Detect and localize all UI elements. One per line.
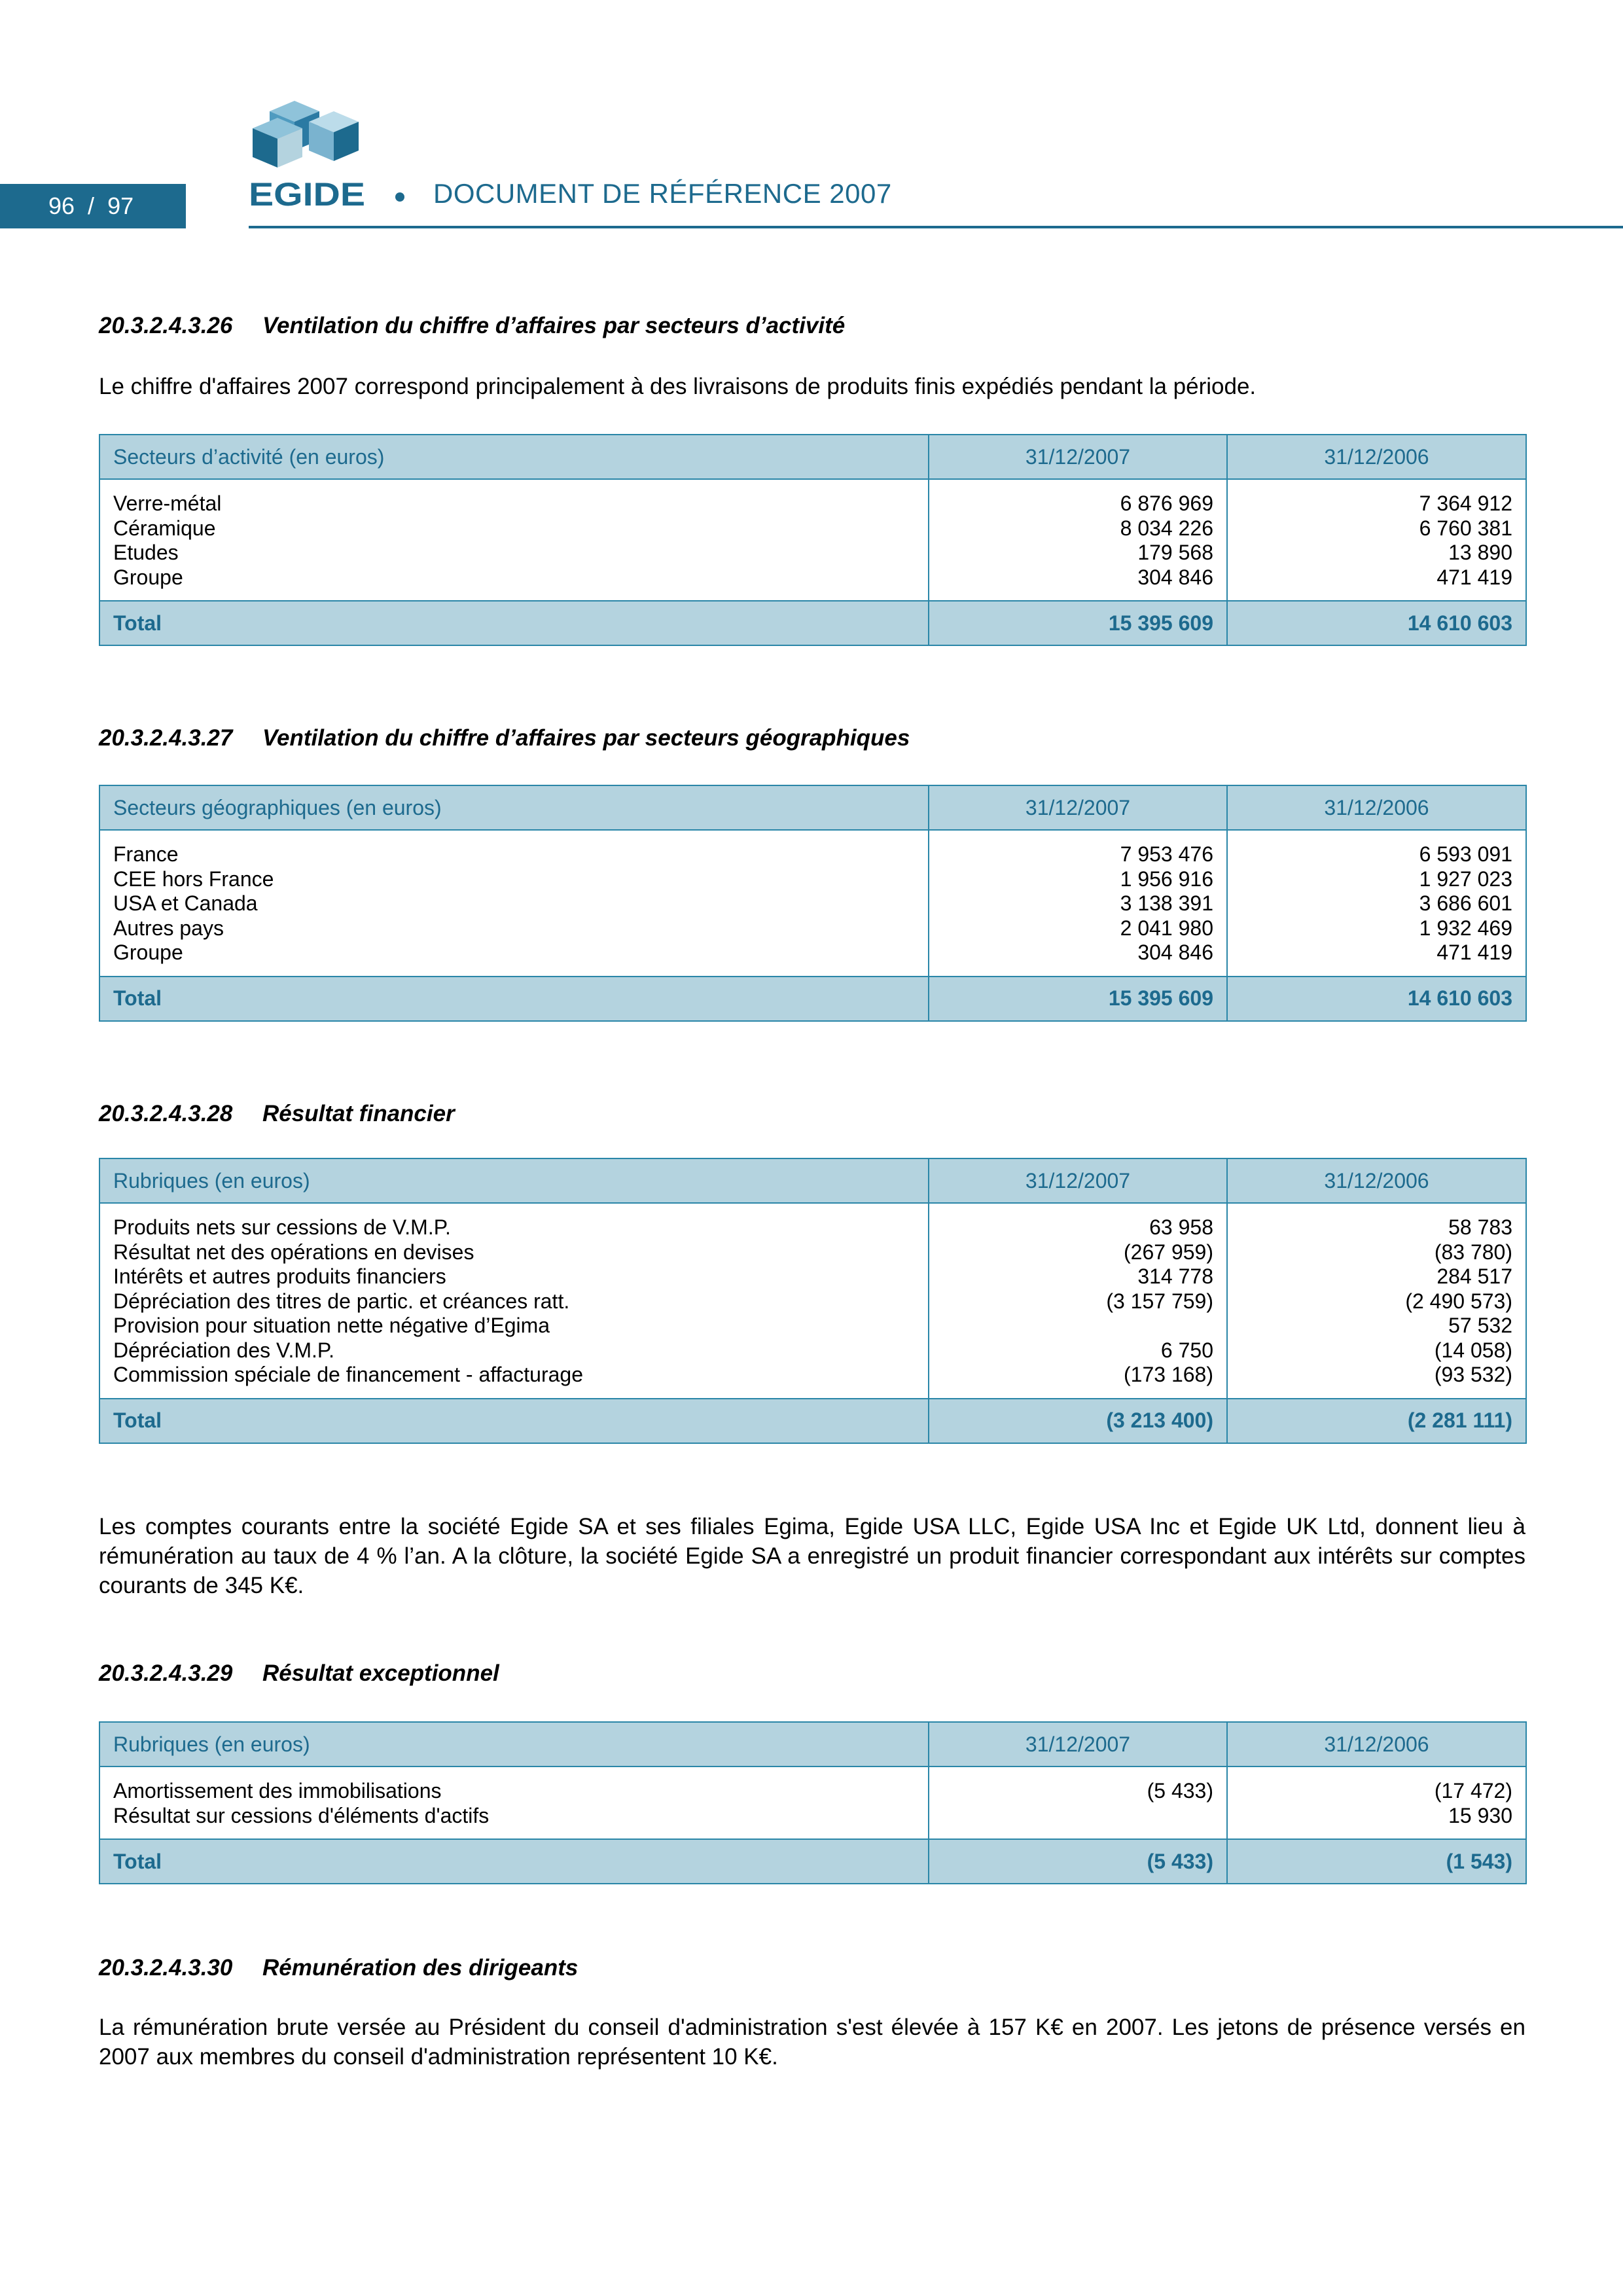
total-label: Total	[99, 601, 929, 645]
value-2006: 3 686 601	[1419, 891, 1512, 915]
value-2006: 13 890	[1448, 541, 1512, 564]
value-2006: (14 058)	[1434, 1338, 1512, 1362]
value-2007: (5 433)	[1147, 1779, 1213, 1803]
value-2006: 58 783	[1448, 1215, 1512, 1239]
row-label: Autres pays	[113, 916, 224, 940]
value-2007: 8 034 226	[1120, 516, 1213, 540]
total-2007: 15 395 609	[929, 977, 1227, 1021]
total-2006: (2 281 111)	[1227, 1399, 1526, 1443]
values-2006	[1227, 1767, 1526, 1839]
table-header-row	[99, 435, 1526, 479]
section-number: 20.3.2.4.3.26	[99, 313, 233, 338]
section-30-text: La rémunération brute versée au Président du conseil d'administration s'est élevée à 157 K€ en 2007. Les jetons de présence versés en 2007 aux membres du conseil d'administration représentent 10 K€.	[99, 2015, 1525, 2070]
section-title: Résultat exceptionnel	[262, 1660, 499, 1686]
row-label: Groupe	[113, 565, 183, 589]
table-body-row	[99, 830, 1526, 977]
table-financial-result	[99, 1158, 1527, 1444]
table-total-row	[99, 977, 1526, 1021]
value-2006: (83 780)	[1434, 1240, 1512, 1264]
table-body-row	[99, 479, 1526, 601]
total-label: Total	[99, 1399, 929, 1443]
page-number-tab	[0, 184, 186, 228]
value-2006: 471 419	[1436, 941, 1512, 964]
section-28-note: Les comptes courants entre la société Egide SA et ses filiales Egima, Egide USA LLC, Egide USA Inc et Egide UK Ltd, donnent lieu à rémunération au taux de 4 % l’an. A la clôture, la société Egide SA a enregistré un produit financier correspondant aux intérêts sur comptes courants de 345 K€.	[99, 1514, 1525, 1598]
row-label: Etudes	[113, 541, 179, 564]
value-2006: 1 932 469	[1419, 916, 1512, 940]
table-geographic-sectors	[99, 785, 1527, 1022]
header-2006: 31/12/2006	[1227, 1158, 1526, 1203]
value-2006: 57 532	[1448, 1314, 1512, 1337]
value-2006: 284 517	[1436, 1265, 1512, 1288]
row-label: CEE hors France	[113, 867, 274, 891]
total-2007: (3 213 400)	[929, 1399, 1227, 1443]
section-title: Rémunération des dirigeants	[262, 1955, 579, 1981]
header-label: Rubriques (en euros)	[99, 1158, 929, 1203]
header-2007: 31/12/2007	[929, 1158, 1227, 1203]
logo-wordmark: EGIDE	[249, 176, 365, 208]
row-labels	[99, 1203, 929, 1399]
egide-logo	[249, 85, 365, 208]
section-number: 20.3.2.4.3.27	[99, 725, 233, 751]
total-2007: (5 433)	[929, 1839, 1227, 1884]
value-2007: 6 876 969	[1120, 492, 1213, 515]
value-2007: (3 157 759)	[1106, 1289, 1213, 1313]
total-2006: 14 610 603	[1227, 977, 1526, 1021]
values-2007	[929, 1767, 1227, 1839]
section-title: Résultat financier	[262, 1101, 455, 1126]
value-2006: 7 364 912	[1419, 492, 1512, 515]
section-number: 20.3.2.4.3.30	[99, 1955, 233, 1981]
value-2007: 3 138 391	[1120, 891, 1213, 915]
section-heading-26	[99, 313, 845, 339]
row-label: France	[113, 842, 179, 866]
section-number: 20.3.2.4.3.28	[99, 1101, 233, 1126]
row-label: Produits nets sur cessions de V.M.P.	[113, 1215, 451, 1239]
row-label: Intérêts et autres produits financiers	[113, 1265, 446, 1288]
total-label: Total	[99, 977, 929, 1021]
value-2006: 471 419	[1436, 565, 1512, 589]
value-2007: (173 168)	[1124, 1363, 1213, 1386]
table-body-row	[99, 1767, 1526, 1839]
row-label: Provision pour situation nette négative d’Egima	[113, 1314, 550, 1337]
value-2006: 6 593 091	[1419, 842, 1512, 866]
value-2007: 7 953 476	[1120, 842, 1213, 866]
row-label: Groupe	[113, 941, 183, 964]
value-2007: 179 568	[1137, 541, 1213, 564]
header-label: Secteurs géographiques (en euros)	[99, 785, 929, 830]
header-label: Rubriques (en euros)	[99, 1722, 929, 1767]
values-2006	[1227, 479, 1526, 601]
header-rule	[249, 226, 1623, 228]
table-header-row	[99, 1722, 1526, 1767]
section-title: Ventilation du chiffre d’affaires par secteurs géographiques	[262, 725, 910, 751]
total-2006: (1 543)	[1227, 1839, 1526, 1884]
value-2007: 304 846	[1137, 565, 1213, 589]
total-2006: 14 610 603	[1227, 601, 1526, 645]
values-2006	[1227, 830, 1526, 977]
value-2006: (17 472)	[1434, 1779, 1512, 1803]
table-total-row	[99, 1399, 1526, 1443]
values-2006	[1227, 1203, 1526, 1399]
value-2006: (2 490 573)	[1405, 1289, 1512, 1313]
value-2006: 1 927 023	[1419, 867, 1512, 891]
value-2007: 2 041 980	[1120, 916, 1213, 940]
header-2007: 31/12/2007	[929, 785, 1227, 830]
value-2007	[942, 1804, 1213, 1829]
value-2007	[942, 1314, 1213, 1338]
header-2006: 31/12/2006	[1227, 435, 1526, 479]
row-labels	[99, 479, 929, 601]
row-label: Résultat net des opérations en devises	[113, 1240, 474, 1264]
page-total: 97	[107, 192, 134, 219]
value-2006: 6 760 381	[1419, 516, 1512, 540]
value-2006: 15 930	[1448, 1803, 1512, 1827]
row-labels	[99, 830, 929, 977]
section-heading-29	[99, 1660, 499, 1687]
value-2007: 314 778	[1137, 1265, 1213, 1288]
value-2007: 1 956 916	[1120, 867, 1213, 891]
section-heading-27	[99, 725, 910, 751]
section-heading-30	[99, 1955, 578, 1981]
total-2007: 15 395 609	[929, 601, 1227, 645]
row-label: Verre-métal	[113, 492, 222, 515]
section-heading-28	[99, 1101, 455, 1127]
header-2006: 31/12/2006	[1227, 785, 1526, 830]
table-total-row	[99, 601, 1526, 645]
table-header-row	[99, 785, 1526, 830]
page-current: 96	[48, 192, 75, 219]
table-body-row	[99, 1203, 1526, 1399]
header-2007: 31/12/2007	[929, 1722, 1227, 1767]
header-2007: 31/12/2007	[929, 435, 1227, 479]
row-label: USA et Canada	[113, 891, 258, 915]
section-number: 20.3.2.4.3.29	[99, 1660, 233, 1686]
document-title: DOCUMENT DE RÉFÉRENCE 2007	[433, 178, 892, 209]
row-label: Dépréciation des V.M.P.	[113, 1338, 334, 1362]
values-2007	[929, 1203, 1227, 1399]
total-label: Total	[99, 1839, 929, 1884]
header-2006: 31/12/2006	[1227, 1722, 1526, 1767]
row-label: Céramique	[113, 516, 216, 540]
value-2007: 6 750	[1160, 1338, 1213, 1362]
row-label: Résultat sur cessions d'éléments d'actifs	[113, 1803, 490, 1827]
table-exceptional-result	[99, 1721, 1527, 1884]
value-2007: (267 959)	[1124, 1240, 1213, 1264]
values-2007	[929, 830, 1227, 977]
row-label: Dépréciation des titres de partic. et créances ratt.	[113, 1289, 570, 1313]
values-2007	[929, 479, 1227, 601]
value-2007: 63 958	[1149, 1215, 1213, 1239]
page-separator: /	[88, 192, 95, 219]
table-activity-sectors	[99, 434, 1527, 646]
value-2006: (93 532)	[1434, 1363, 1512, 1386]
row-label: Commission spéciale de financement - affacturage	[113, 1363, 583, 1386]
header-bullet	[395, 192, 404, 202]
row-label: Amortissement des immobilisations	[113, 1779, 442, 1803]
section-26-intro: Le chiffre d'affaires 2007 correspond principalement à des livraisons de produits finis expédiés pendant la période.	[99, 374, 1257, 399]
table-total-row	[99, 1839, 1526, 1884]
header-label: Secteurs d’activité (en euros)	[99, 435, 929, 479]
row-labels	[99, 1767, 929, 1839]
table-header-row	[99, 1158, 1526, 1203]
value-2007: 304 846	[1137, 941, 1213, 964]
section-title: Ventilation du chiffre d’affaires par secteurs d’activité	[262, 313, 846, 338]
